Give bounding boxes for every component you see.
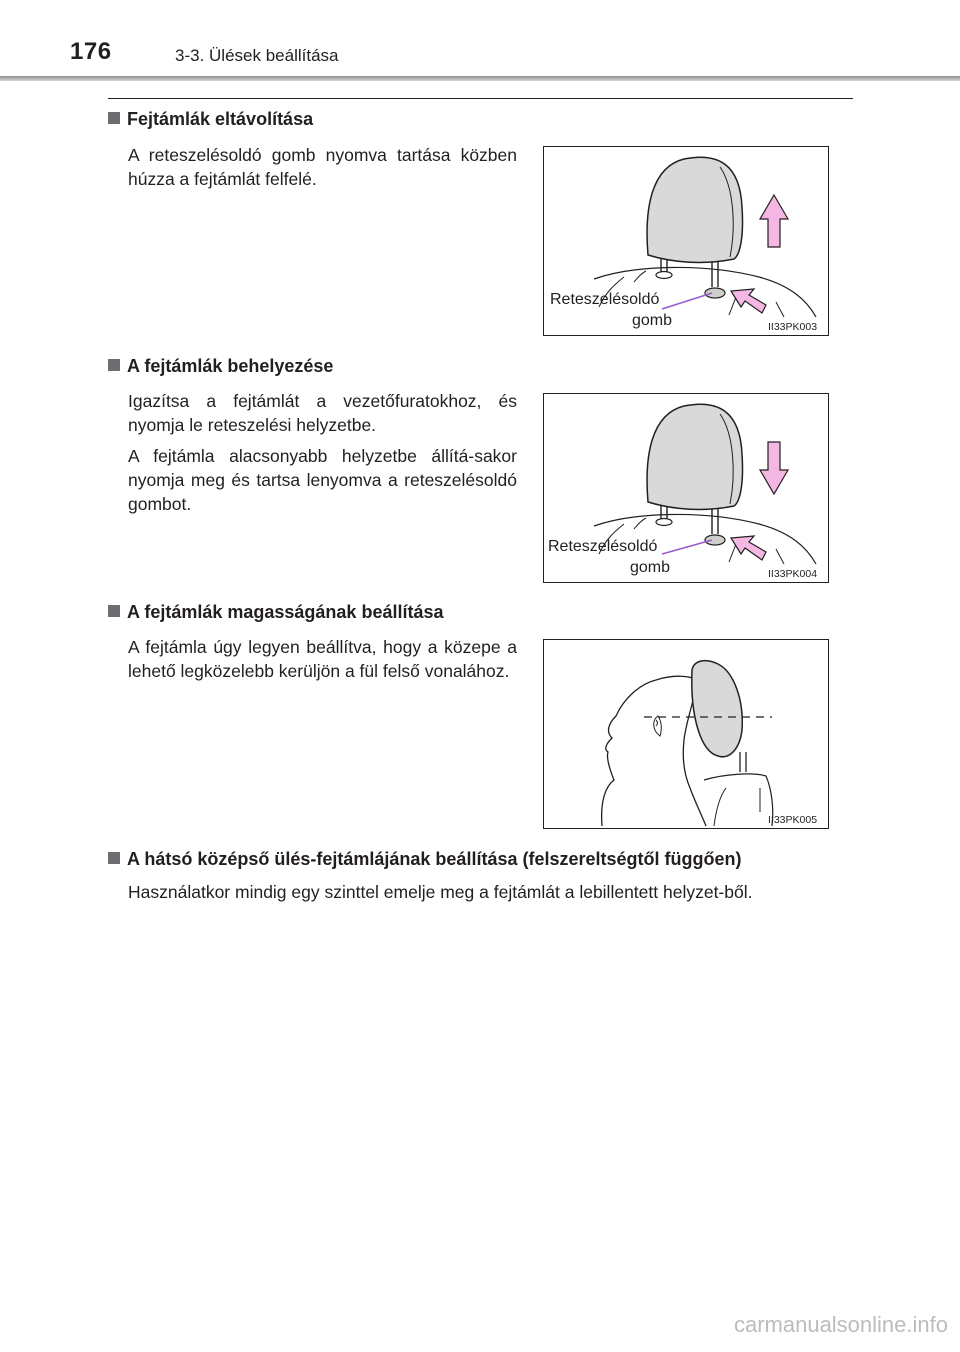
figure-code: II33PK004 [768, 568, 818, 580]
figure-label-line2: gomb [630, 559, 671, 576]
header-band [0, 76, 960, 81]
paragraph-rear-center: Használatkor mindig egy szinttel emelje meg a fejtámlát a lebillentett helyzet-ből. [128, 882, 753, 902]
page-number: 176 [70, 38, 112, 65]
figure-label-line2: gomb [632, 312, 673, 329]
figure-headrest-install [543, 393, 829, 583]
figure-label-line1: Reteszelésoldó [550, 291, 660, 308]
section-heading-removal: Fejtámlák eltávolítása [108, 109, 313, 130]
section-heading-height: A fejtámlák magasságának beállítása [108, 602, 444, 623]
figure-headrest-height [543, 639, 829, 829]
paragraph-install-1: Igazítsa a fejtámlát a vezetőfuratokhoz, és nyomja le reteszelési helyzetbe. [128, 391, 517, 435]
press-arrow-icon [731, 536, 766, 560]
section-heading-rear-center: A hátsó középső ülés-fejtámlájának beállítása (felszereltségtől függően) [108, 849, 742, 870]
section-heading-install: A fejtámlák behelyezése [108, 356, 333, 377]
watermark: carmanualsonline.info [733, 1312, 948, 1337]
square-bullet-icon [108, 852, 120, 864]
pointer-line [662, 540, 712, 554]
paragraph-install-2: A fejtámla alacsonyabb helyzetbe állítá-sakor nyomja meg és tartsa lenyomva a reteszelésoldó gombot. [128, 446, 517, 514]
paragraph-removal: A reteszelésoldó gomb nyomva tartása közben húzza a fejtámlát felfelé. [128, 145, 517, 189]
figure-code: II33PK005 [768, 814, 818, 826]
press-arrow-icon [731, 289, 766, 313]
square-bullet-icon [108, 112, 120, 124]
square-bullet-icon [108, 359, 120, 371]
figure-code: II33PK003 [768, 321, 818, 333]
section-rule [108, 98, 853, 99]
figure-headrest-removal [543, 146, 829, 336]
figure-label-line1: Reteszelésoldó [548, 538, 658, 555]
square-bullet-icon [108, 605, 120, 617]
paragraph-height: A fejtámla úgy legyen beállítva, hogy a közepe a lehető legközelebb kerüljön a fül felső vonalához. [128, 637, 517, 681]
pointer-line [662, 293, 712, 309]
push-down-arrow-icon [760, 442, 788, 494]
chapter-title: 3-3. Ülések beállítása [175, 46, 339, 65]
pull-up-arrow-icon [760, 195, 788, 247]
